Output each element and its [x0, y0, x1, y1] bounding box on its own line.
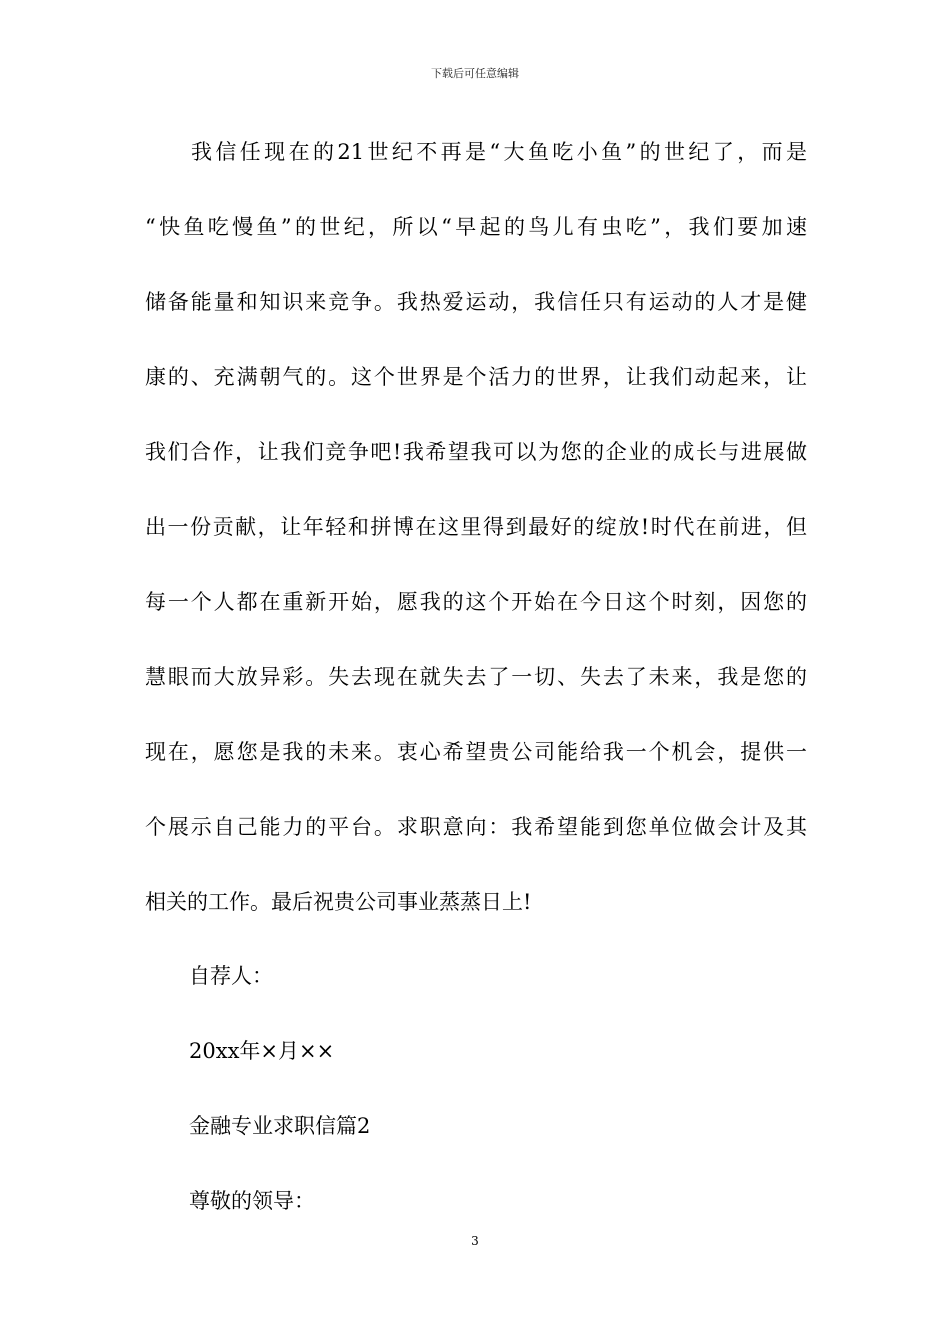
page-header-note: 下载后可任意编辑: [431, 67, 519, 80]
page-number: 3: [471, 1234, 479, 1248]
paragraph-line: 储备能量和知识来竞争。我热爱运动，我信任只有运动的人才是健: [145, 290, 807, 314]
paragraph-line: 每一个人都在重新开始，愿我的这个开始在今日这个时刻，因您的: [145, 590, 807, 614]
letter-body: [145, 132, 807, 957]
salutation: 尊敬的领导：: [189, 1189, 315, 1213]
paragraph-line: 康的、充满朝气的。这个世界是个活力的世界，让我们动起来，让: [145, 365, 807, 389]
paragraph-line: 个展示自己能力的平台。求职意向：我希望能到您单位做会计及其: [145, 815, 807, 839]
paragraph-line: 我们合作，让我们竞争吧!我希望我可以为您的企业的成长与进展做: [145, 440, 807, 464]
paragraph-line: 相关的工作。最后祝贵公司事业蒸蒸日上!: [145, 890, 532, 914]
paragraph-line: 我信任现在的21世纪不再是“大鱼吃小鱼”的世纪了，而是: [191, 140, 807, 164]
paragraph-line: “快鱼吃慢鱼”的世纪，所以“早起的鸟儿有虫吃”，我们要加速: [145, 215, 807, 239]
paragraph-line: 出一份贡献，让年轻和拼博在这里得到最好的绽放!时代在前进，但: [145, 515, 807, 539]
signature-label: 自荐人：: [189, 964, 273, 988]
date-line: 20xx年×月××: [189, 1039, 335, 1063]
paragraph-line: 慧眼而大放异彩。失去现在就失去了一切、失去了未来，我是您的: [145, 665, 807, 689]
paragraph-line: 现在，愿您是我的未来。衷心希望贵公司能给我一个机会，提供一: [145, 740, 807, 764]
section-title: 金融专业求职信篇2: [189, 1114, 371, 1138]
